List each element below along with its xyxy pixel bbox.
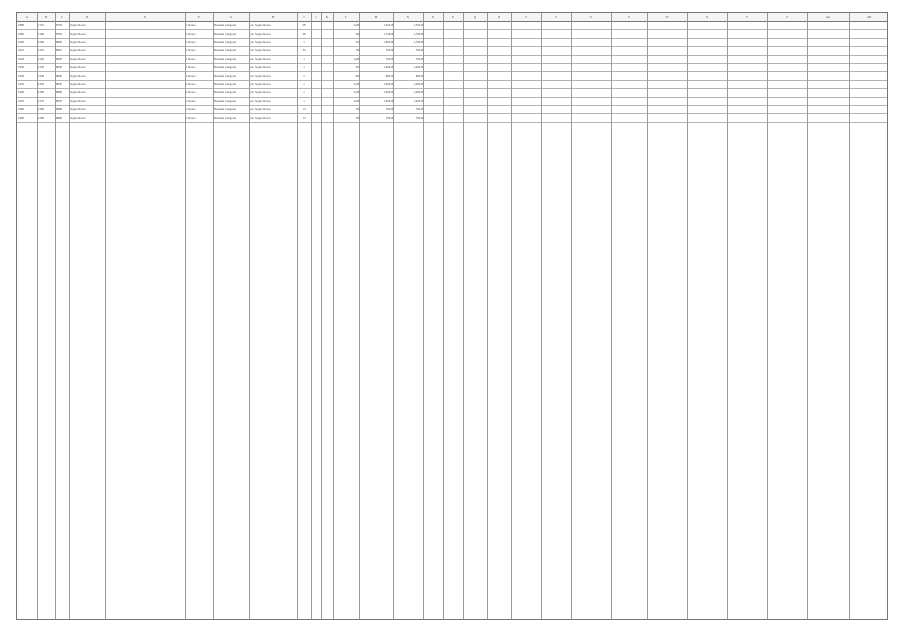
table-cell: 700 [355, 115, 360, 120]
table-cell: 1960 [18, 90, 24, 95]
table-cell: 34 [302, 48, 306, 53]
table-cell: 1 [303, 98, 305, 103]
column-divider [359, 13, 360, 619]
table-cell: 700.00 [415, 115, 424, 120]
column-divider [767, 13, 768, 619]
column-divider [511, 13, 512, 619]
table-cell: Sogno Rosso [70, 81, 86, 86]
table-cell: 8860 [56, 90, 62, 95]
table-cell: 8850 [56, 81, 62, 86]
table-cell: 1 Rosso [186, 81, 196, 86]
column-header-cell: D [85, 15, 89, 19]
table-cell: 1 Rosso [186, 48, 196, 53]
column-header-cell: F [198, 15, 200, 19]
column-header-cell: Q [473, 15, 477, 19]
column-header-cell: Y [745, 15, 749, 19]
table-cell: cat. Sogno Rosso [250, 115, 271, 120]
table-cell: 1,700.00 [413, 39, 424, 44]
column-header-cell: T [555, 15, 557, 19]
column-divider [213, 13, 214, 619]
table-cell: Nessuna categoria [214, 23, 236, 28]
table-cell: 1 [303, 90, 305, 95]
table-cell: 550 [355, 39, 360, 44]
table-cell: 560 [355, 31, 360, 36]
table-cell: Nessuna categoria [214, 39, 236, 44]
table-cell: 1,000.00 [413, 90, 424, 95]
table-cell: 1 [303, 81, 305, 86]
table-cell: Sogno Rosso [70, 73, 86, 78]
column-header-cell: U [589, 15, 593, 19]
table-cell: Nessuna categoria [214, 65, 236, 70]
table-cell: 890.00 [415, 73, 424, 78]
table-cell: 1200 [38, 39, 44, 44]
table-cell: 1,000 [353, 90, 360, 95]
table-cell: 8880 [56, 107, 62, 112]
column-divider [463, 13, 464, 619]
column-header-cell: E [144, 15, 146, 19]
column-divider [37, 13, 38, 619]
table-cell: Sogno Rosso [70, 98, 86, 103]
table-cell: 1210 [38, 48, 44, 53]
table-cell: 1900 [18, 39, 24, 44]
table-cell: 8890 [56, 115, 62, 120]
column-divider [423, 13, 424, 619]
table-cell: cat. Sogno Rosso [250, 81, 271, 86]
column-divider [393, 13, 394, 619]
column-header-cell: X [705, 15, 709, 19]
table-cell: Nessuna categoria [214, 98, 236, 103]
column-divider [849, 13, 850, 619]
column-divider [541, 13, 542, 619]
table-cell: Nessuna categoria [214, 115, 236, 120]
table-cell: 1250 [38, 81, 44, 86]
table-cell: Sogno Rosso [70, 115, 86, 120]
table-cell: Sogno Rosso [70, 65, 86, 70]
column-header-cell: M [374, 15, 378, 19]
table-cell: cat. Sogno Rosso [250, 65, 271, 70]
table-cell: 890 [355, 73, 360, 78]
table-cell: 1980 [18, 107, 24, 112]
table-cell: cat. Sogno Rosso [250, 31, 271, 36]
column-divider [297, 13, 298, 619]
column-header-cell: W [665, 15, 669, 19]
column-divider [727, 13, 728, 619]
table-cell: Sogno Rosso [70, 23, 86, 28]
table-cell: 1,746.00 [383, 31, 394, 36]
table-cell: cat. Sogno Rosso [250, 90, 271, 95]
table-cell: Nessuna categoria [214, 73, 236, 78]
column-header-cell: J [315, 15, 317, 19]
table-cell: 1 Rosso [186, 23, 196, 28]
table-cell: 8765 [56, 31, 62, 36]
table-cell: 700.00 [415, 48, 424, 53]
table-cell: 1 Rosso [186, 65, 196, 70]
table-cell: 1270 [38, 98, 44, 103]
column-header-cell: B [44, 15, 47, 19]
column-divider [687, 13, 688, 619]
column-header-cell: P [452, 15, 454, 19]
table-cell: 1,000 [353, 23, 360, 28]
table-cell: 890.00 [385, 73, 394, 78]
column-header-cell: H [271, 15, 275, 19]
table-cell: 28 [302, 23, 306, 28]
table-cell: 1240 [38, 73, 44, 78]
table-cell: 1,000.00 [383, 98, 394, 103]
table-cell: 1,700.00 [413, 31, 424, 36]
table-cell: 1230 [38, 65, 44, 70]
table-cell: 1,400.00 [383, 65, 394, 70]
table-cell: 1920 [18, 56, 24, 61]
column-divider [105, 13, 106, 619]
column-divider [321, 13, 322, 619]
table-cell: 1910 [18, 48, 24, 53]
column-header-cell: I [303, 15, 305, 19]
table-cell: Sogno Rosso [70, 48, 86, 53]
table-cell: 1,000.00 [413, 81, 424, 86]
table-cell: 1 Rosso [186, 107, 196, 112]
table-cell: 1 Rosso [186, 39, 196, 44]
table-cell: 1 [303, 65, 305, 70]
table-cell: cat. Sogno Rosso [250, 48, 271, 53]
column-header-cell: L [345, 15, 347, 19]
table-cell: cat. Sogno Rosso [250, 107, 271, 112]
table-cell: Nessuna categoria [214, 81, 236, 86]
table-cell: 8810 [56, 48, 62, 53]
table-cell: Sogno Rosso [70, 90, 86, 95]
column-header-cell: R [497, 15, 500, 19]
table-cell: Nessuna categoria [214, 48, 236, 53]
column-divider [487, 13, 488, 619]
table-cell: 1 Rosso [186, 115, 196, 120]
column-divider [69, 13, 70, 619]
table-cell: 1 Rosso [186, 73, 196, 78]
table-cell: 1 Rosso [186, 98, 196, 103]
table-cell: 1990 [18, 115, 24, 120]
table-cell: 700 [355, 48, 360, 53]
table-cell: 1950 [18, 81, 24, 86]
table-cell: cat. Sogno Rosso [250, 56, 271, 61]
column-header-cell: Z [786, 15, 788, 19]
table-cell: 1 Rosso [186, 31, 196, 36]
table-cell: 1290 [38, 115, 44, 120]
table-cell: 38 [302, 31, 306, 36]
table-cell: 1155 [38, 23, 44, 28]
spreadsheet-rows [17, 21, 887, 619]
table-cell: cat. Sogno Rosso [250, 98, 271, 103]
column-header-cell: AA [825, 15, 831, 19]
table-cell: 700 [355, 107, 360, 112]
table-row [17, 113, 887, 122]
column-divider [185, 13, 186, 619]
table-cell: cat. Sogno Rosso [250, 23, 271, 28]
column-divider [571, 13, 572, 619]
column-header-cell: N [406, 15, 410, 19]
table-cell: 1166 [38, 31, 44, 36]
table-cell: 8800 [56, 39, 62, 44]
table-cell: 1 Rosso [186, 56, 196, 61]
table-cell: 13 [302, 115, 306, 120]
table-cell: 1280 [38, 107, 44, 112]
column-header-cell: K [325, 15, 329, 19]
column-divider [55, 13, 56, 619]
table-cell: 450 [355, 65, 360, 70]
table-cell: 1 [303, 39, 305, 44]
table-cell: 1 Rosso [186, 90, 196, 95]
table-cell: 5 [303, 73, 305, 78]
table-cell: 1,400.00 [413, 65, 424, 70]
column-divider [443, 13, 444, 619]
table-cell: 1 [303, 56, 305, 61]
table-cell: 1,000.00 [383, 90, 394, 95]
table-cell: Sogno Rosso [70, 56, 86, 61]
column-header-cell: AB [866, 15, 872, 19]
table-cell: 8840 [56, 73, 62, 78]
table-cell: 1,800.00 [383, 39, 394, 44]
column-header-cell: C [60, 15, 63, 19]
table-cell: 1,554.00 [383, 23, 394, 28]
table-cell: 13 [302, 107, 306, 112]
column-header-cell: V [627, 15, 631, 19]
column-divider [333, 13, 334, 619]
column-divider [249, 13, 250, 619]
table-cell: 700.00 [385, 56, 394, 61]
column-header-cell: A [25, 15, 29, 19]
column-header-cell: G [229, 15, 233, 19]
table-cell: Sogno Rosso [70, 107, 86, 112]
table-cell: 1890 [18, 31, 24, 36]
column-header-cell: S [525, 15, 527, 19]
table-cell: 8870 [56, 98, 62, 103]
table-cell: 700.00 [385, 115, 394, 120]
table-cell: 1,000 [353, 98, 360, 103]
table-cell: Nessuna categoria [214, 107, 236, 112]
table-cell: cat. Sogno Rosso [250, 73, 271, 78]
table-cell: 1260 [38, 90, 44, 95]
column-divider [611, 13, 612, 619]
table-cell: 700.00 [415, 56, 424, 61]
table-cell: 1940 [18, 73, 24, 78]
column-divider [311, 13, 312, 619]
column-header-cell: O [431, 15, 435, 19]
table-cell: cat. Sogno Rosso [250, 39, 271, 44]
table-cell: 1220 [38, 56, 44, 61]
table-cell: 1,000.00 [383, 81, 394, 86]
table-cell: 1930 [18, 65, 24, 70]
table-cell: Nessuna categoria [214, 56, 236, 61]
table-cell: Nessuna categoria [214, 90, 236, 95]
table-cell: 1,000.00 [413, 98, 424, 103]
table-cell: Nessuna categoria [214, 31, 236, 36]
column-divider [807, 13, 808, 619]
table-cell: Sogno Rosso [70, 31, 86, 36]
table-cell: 1,000 [353, 56, 360, 61]
table-cell: 1880 [18, 23, 24, 28]
column-divider [647, 13, 648, 619]
table-cell: 1970 [18, 98, 24, 103]
table-cell: 1,554.00 [413, 23, 424, 28]
table-cell: 700.00 [415, 107, 424, 112]
table-cell: 8830 [56, 65, 62, 70]
table-cell: Sogno Rosso [70, 39, 86, 44]
table-cell: 8750 [56, 23, 62, 28]
table-cell: 1,000 [353, 81, 360, 86]
table-cell: 700.00 [385, 107, 394, 112]
table-cell: 8820 [56, 56, 62, 61]
spreadsheet-page [16, 12, 888, 620]
table-cell: 700.00 [385, 48, 394, 53]
